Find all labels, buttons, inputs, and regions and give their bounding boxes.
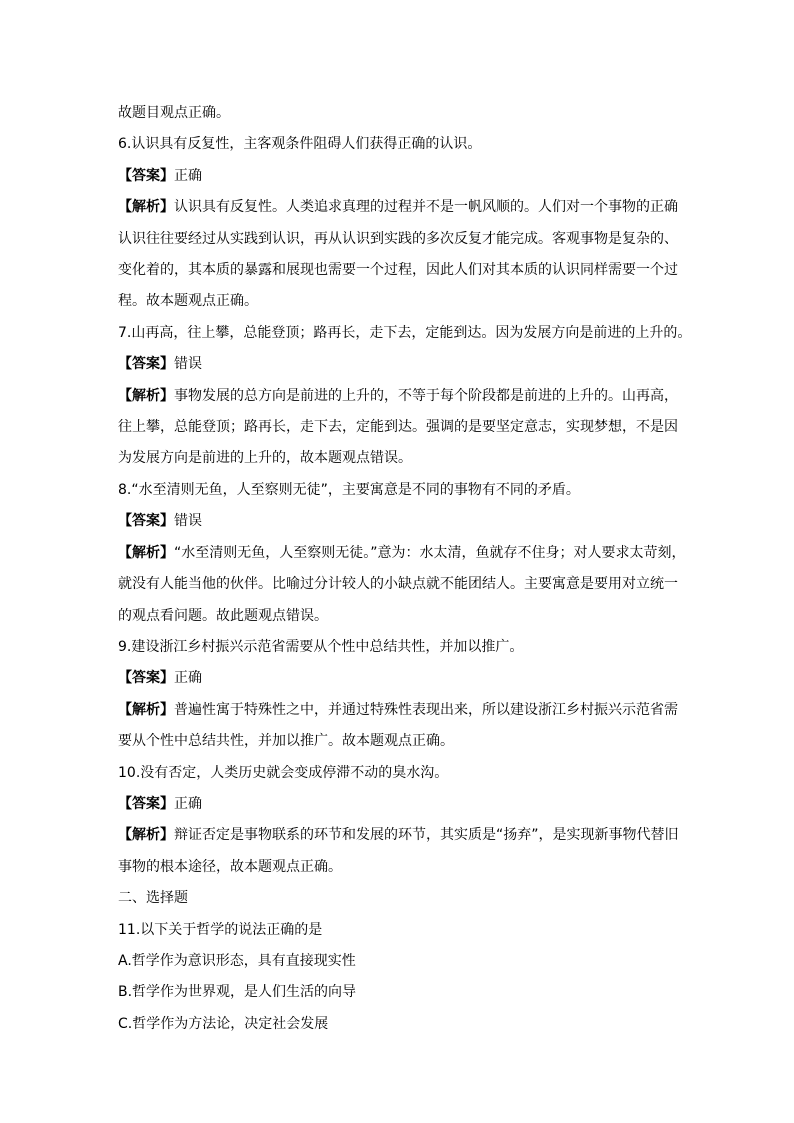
label-tag: 【答案】 bbox=[118, 795, 174, 812]
text-line bbox=[118, 820, 678, 851]
line-text: 普遍性寓于特殊性之中，并通过特殊性表现出来，所以建设浙江乡村振兴示范省需 bbox=[174, 701, 678, 718]
label-tag: 【解析】 bbox=[118, 827, 174, 844]
line-text: 要从个性中总结共性，并加以推广。故本题观点正确。 bbox=[118, 733, 454, 750]
text-line bbox=[118, 98, 678, 129]
line-text: 错误 bbox=[174, 513, 202, 530]
label-tag: 【答案】 bbox=[118, 513, 174, 530]
line-text: 二、选择题 bbox=[118, 890, 188, 907]
line-text: 的观点看问题。故此题观点错误。 bbox=[118, 607, 328, 624]
text-line bbox=[118, 255, 678, 286]
line-text: 9.建设浙江乡村振兴示范省需要从个性中总结共性，并加以推广。 bbox=[118, 638, 524, 655]
line-text: 往上攀，总能登顶；路再长，走下去，定能到达。强调的是要坚定意志，实现梦想，不是因 bbox=[118, 419, 678, 436]
line-text: A.哲学作为意识形态，具有直接现实性 bbox=[118, 952, 356, 969]
text-line bbox=[118, 538, 686, 569]
text-line bbox=[118, 129, 678, 160]
line-text: 10.没有否定，人类历史就会变成停滞不动的臭水沟。 bbox=[118, 764, 449, 781]
label-tag: 【答案】 bbox=[118, 167, 174, 184]
line-text: 6.认识具有反复性，主客观条件阻碍人们获得正确的认识。 bbox=[118, 136, 482, 153]
label-tag: 【解析】 bbox=[118, 544, 174, 561]
text-line bbox=[118, 915, 678, 946]
label-tag: 【答案】 bbox=[118, 670, 174, 687]
text-line bbox=[118, 381, 678, 412]
line-text: 正确 bbox=[174, 795, 202, 812]
line-text: 事物的根本途径，故本题观点正确。 bbox=[118, 858, 342, 875]
line-text: 错误 bbox=[174, 356, 202, 373]
document-body bbox=[118, 98, 692, 1040]
text-line bbox=[118, 883, 678, 914]
text-line bbox=[118, 569, 678, 600]
line-text: 事物发展的总方向是前进的上升的，不等于每个阶段都是前进的上升的。山再高， bbox=[174, 387, 678, 404]
line-text: 辩证否定是事物联系的环节和发展的环节，其实质是“扬弃”，是实现新事物代替旧 bbox=[174, 827, 679, 844]
text-line bbox=[118, 412, 678, 443]
text-line bbox=[118, 695, 678, 726]
line-text: 认识具有反复性。人类追求真理的过程并不是一帆风顺的。人们对一个事物的正确 bbox=[174, 199, 678, 216]
text-line bbox=[118, 318, 692, 349]
text-line bbox=[118, 758, 678, 789]
line-text: 程。故本题观点正确。 bbox=[118, 293, 258, 310]
text-line bbox=[118, 443, 678, 474]
line-text: 8.“水至清则无鱼，人至察则无徒”，主要寓意是不同的事物有不同的矛盾。 bbox=[118, 481, 580, 498]
text-line bbox=[118, 632, 678, 663]
line-text: 故题目观点正确。 bbox=[118, 105, 230, 121]
text-line bbox=[118, 601, 678, 632]
text-line bbox=[118, 946, 678, 977]
line-text: “水至清则无鱼，人至察则无徒。”意为：水太清，鱼就存不住身；对人要求太苛刻， bbox=[174, 544, 686, 561]
line-text: 正确 bbox=[174, 670, 202, 687]
text-line bbox=[118, 286, 678, 317]
text-line bbox=[118, 852, 678, 883]
line-text: B.哲学作为世界观，是人们生活的向导 bbox=[118, 984, 357, 1001]
label-tag: 【解析】 bbox=[118, 701, 174, 718]
text-line bbox=[118, 475, 678, 506]
text-line bbox=[118, 726, 678, 757]
text-line bbox=[118, 663, 678, 694]
line-text: 认识往往要经过从实践到认识，再从认识到实践的多次反复才能完成。客观事物是复杂的、 bbox=[118, 230, 678, 247]
text-line bbox=[118, 977, 678, 1008]
label-tag: 【答案】 bbox=[118, 356, 174, 373]
text-line bbox=[118, 192, 678, 223]
line-text: 11.以下关于哲学的说法正确的是 bbox=[118, 921, 323, 938]
label-tag: 【解析】 bbox=[118, 387, 174, 404]
line-text: C.哲学作为方法论，决定社会发展 bbox=[118, 1015, 329, 1032]
text-line bbox=[118, 1009, 678, 1040]
line-text: 正确 bbox=[174, 167, 202, 184]
text-line bbox=[118, 789, 678, 820]
text-line bbox=[118, 506, 678, 537]
label-tag: 【解析】 bbox=[118, 199, 174, 216]
line-text: 为发展方向是前进的上升的，故本题观点错误。 bbox=[118, 450, 412, 467]
line-text: 变化着的，其本质的暴露和展现也需要一个过程，因此人们对其本质的认识同样需要一个过 bbox=[118, 262, 678, 279]
text-line bbox=[118, 349, 678, 380]
text-line bbox=[118, 224, 678, 255]
line-text: 7.山再高，往上攀，总能登顶；路再长，走下去，定能到达。因为发展方向是前进的上升的。 bbox=[118, 324, 692, 341]
text-line bbox=[118, 161, 678, 192]
line-text: 就没有人能当他的伙伴。比喻过分计较人的小缺点就不能团结人。主要寓意是要用对立统一 bbox=[118, 576, 678, 593]
